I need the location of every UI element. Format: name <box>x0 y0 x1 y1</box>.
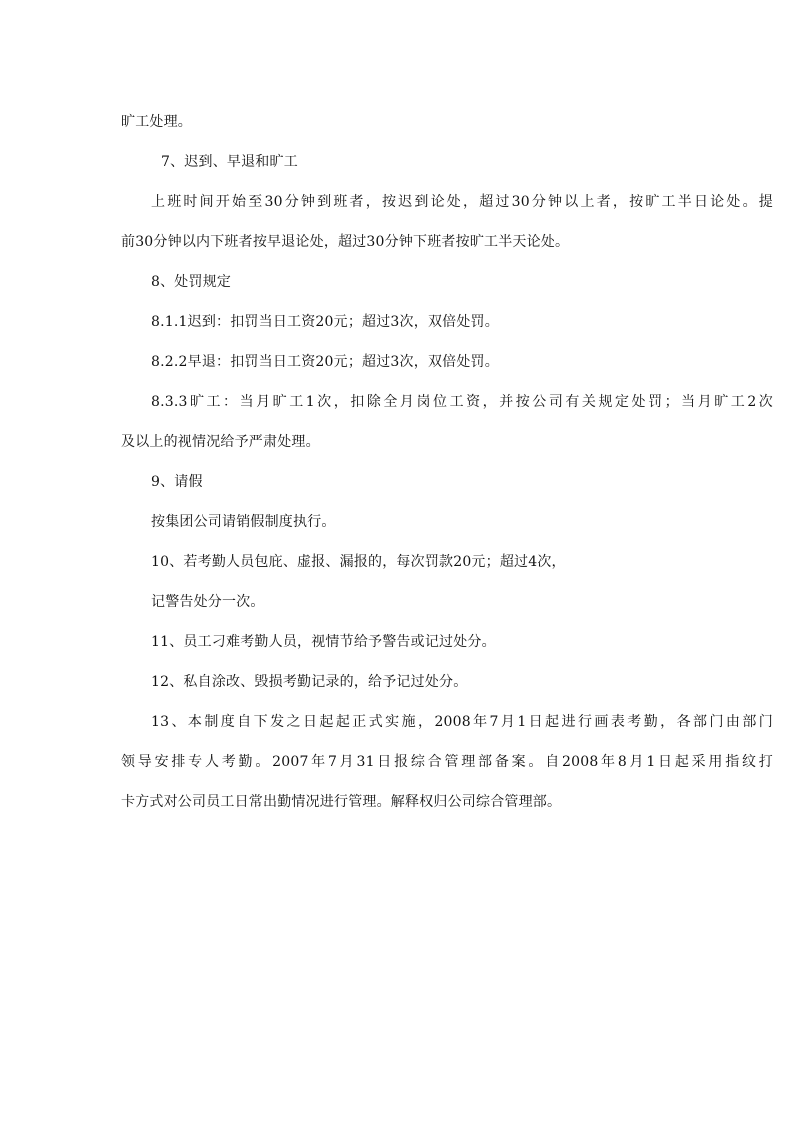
text-line: 及以上的视情况给予严肃处理。 <box>121 434 320 450</box>
text-line: 11、员工刁难考勤人员，视情节给予警告或记过处分。 <box>151 634 496 650</box>
text-line: 记警告处分一次。 <box>151 594 265 610</box>
text-line: 13、本制度自下发之日起起正式实施，2008年7月1日起进行画表考勤，各部门由部门 <box>151 714 773 730</box>
text-line: 按集团公司请销假制度执行。 <box>151 514 336 530</box>
text-line: 旷工处理。 <box>121 114 192 130</box>
text-line: 领导安排专人考勤。2007年7月31日报综合管理部备案。自2008年8月1日起采用指纹打 <box>121 754 773 770</box>
text-line: 8.2.2早退：扣罚当日工资20元；超过3次，双倍处罚。 <box>151 354 499 370</box>
text-line: 8.1.1迟到：扣罚当日工资20元；超过3次，双倍处罚。 <box>151 314 499 330</box>
text-line: 上班时间开始至30分钟到班者，按迟到论处，超过30分钟以上者，按旷工半日论处。提 <box>151 194 773 210</box>
section-heading: 9、请假 <box>151 474 203 490</box>
text-line: 12、私自涂改、毁损考勤记录的，给予记过处分。 <box>151 674 468 690</box>
text-line: 卡方式对公司员工日常出勤情况进行管理。解释权归公司综合管理部。 <box>121 794 562 810</box>
text-line: 前30分钟以内下班者按早退论处，超过30分钟下班者按旷工半天论处。 <box>121 234 570 250</box>
text-line: 8.3.3旷工：当月旷工1次，扣除全月岗位工资，并按公司有关规定处罚；当月旷工2次 <box>151 394 773 410</box>
section-heading: 8、处罚规定 <box>151 274 232 290</box>
text-line: 10、若考勤人员包庇、虚报、漏报的，每次罚款20元；超过4次， <box>151 554 566 570</box>
section-heading: 7、迟到、早退和旷工 <box>161 154 298 170</box>
